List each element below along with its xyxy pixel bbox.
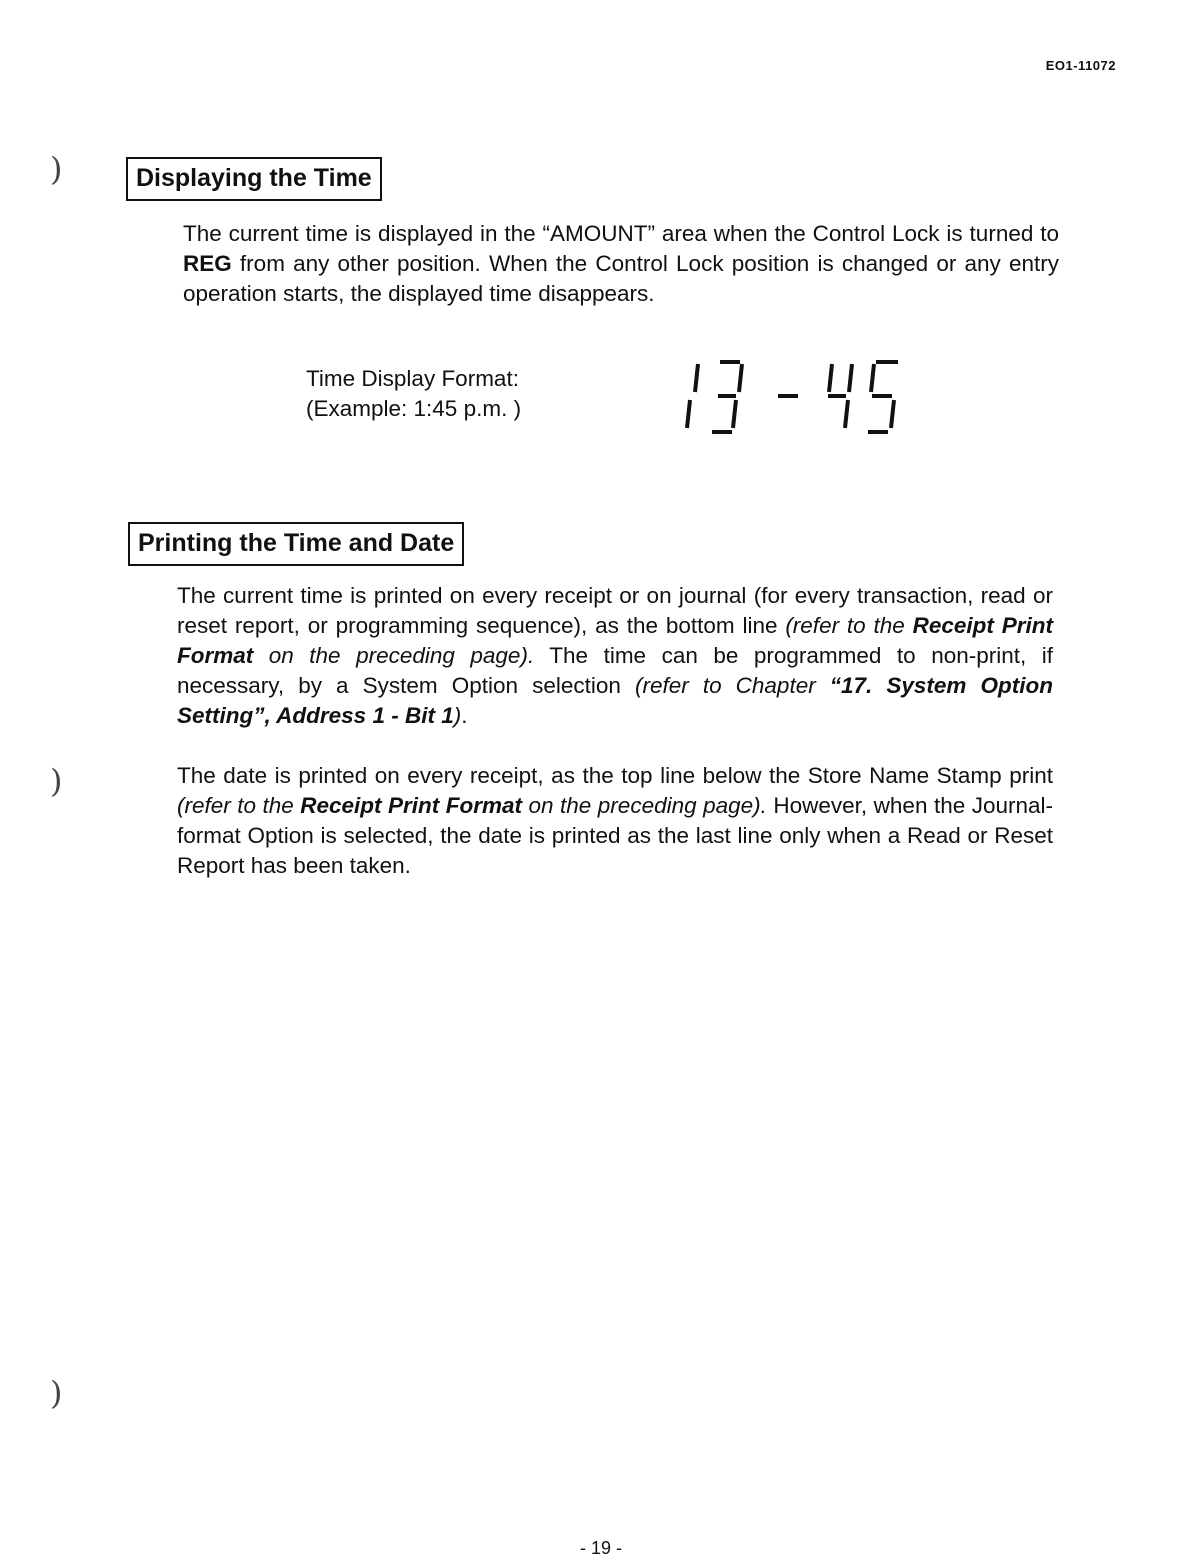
print-date-paragraph: The date is printed on every receipt, as the top line below the Store Name Stamp print (refer to the Receipt Print Format on the preceding page). However, when the Journal-format Option is selected, the date is printed as the last line only when a Read or Reset Report has been taken. [177,763,1053,878]
time-example-label: (Example: 1:45 p.m. ) [306,396,522,421]
binder-hole-mark: ) [50,1374,63,1412]
binder-hole-mark: ) [50,150,63,188]
segment [845,400,848,428]
document-id: EO1-11072 [1045,58,1116,73]
segment [695,364,698,392]
system-option-reference: (refer to Chapter “17. System Option Setting”, Address 1 - Bit 1) [177,673,1053,728]
binder-hole-mark: ) [50,762,63,800]
segment [829,364,832,392]
segment [849,364,852,392]
segment [733,400,736,428]
reg-keyword: REG [183,251,232,276]
section-heading-printing-time-date: Printing the Time and Date [128,522,464,566]
segment [739,364,742,392]
page-number: - 19 - [579,1538,622,1558]
display-time-paragraph: The current time is displayed in the “AMOUNT” area when the Control Lock is turned to REG from any other position. When the Control Lock position is changed or any entry operation starts, the displayed time disappears. [183,221,1059,306]
section-heading-displaying-time: Displaying the Time [126,157,382,201]
receipt-format-reference: (refer to the Receipt Print Format on the preceding page). [177,613,1053,668]
seven-segment-time-display [676,358,936,443]
time-display-format-label: Time Display Format: [306,366,519,391]
time-format-labels [306,364,521,424]
segment [891,400,894,428]
segment [687,400,690,428]
segment [871,364,874,392]
print-time-paragraph: The current time is printed on every receipt or on journal (for every transaction, read or reset report, or programming sequence), as the bottom line (refer to the Receipt Print Format on the preceding page). The time can be programmed to non-print, if necessary, by a System Option selection (refer to Chapter “17. System Option Setting”, Address 1 - Bit 1). [177,583,1053,728]
receipt-format-reference: (refer to the Receipt Print Format on the preceding page). [177,793,767,818]
